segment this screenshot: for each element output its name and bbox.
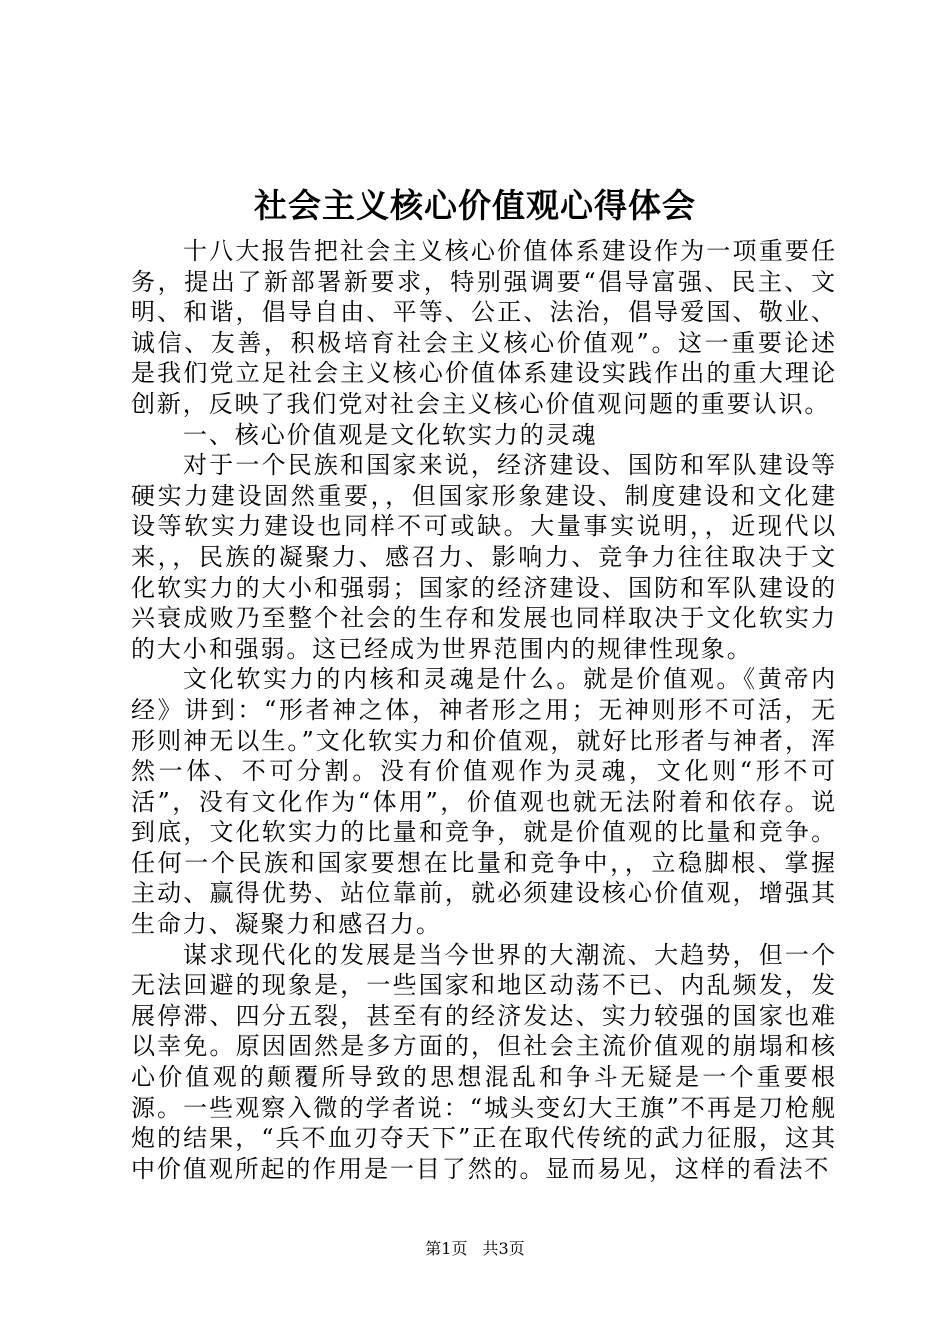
document-body bbox=[131, 236, 837, 1184]
paragraph-core-and-soul: 文化软实力的内核和灵魂是什么。就是价值观。《黄帝内经》讲到：“形者神之体，神者形之用；无神则形不可活，无形则神无以生。”文化软实力和价值观，就好比形者与神者，浑然一体、不可分割。没有价值观作为灵魂，文化则“形不可活”，没有文化作为“体用”，价值观也就无法附着和依存。说到底，文化软实力的比量和竞争，就是价值观的比量和竞争。任何一个民族和国家要想在比量和竞争中，，立稳脚根、掌握主动、赢得优势、站位靠前，就必须建设核心价值观，增强其生命力、凝聚力和感召力。 bbox=[131, 665, 837, 939]
paragraph-intro: 十八大报告把社会主义核心价值体系建设作为一项重要任务，提出了新部署新要求，特别强调要“倡导富强、民主、文明、和谐，倡导自由、平等、公正、法治，倡导爱国、敬业、诚信、友善，积极培育社会主义核心价值观”。这一重要论述是我们党立足社会主义核心价值体系建设实践作出的重大理论创新，反映了我们党对社会主义核心价值观问题的重要认识。 bbox=[131, 237, 837, 418]
page-total: 共3页 bbox=[482, 1239, 525, 1258]
page-number: 第1页 bbox=[425, 1239, 468, 1258]
document-title: 社会主义核心价值观心得体会 bbox=[254, 186, 696, 225]
paragraph-hard-soft-power: 对于一个民族和国家来说，经济建设、国防和军队建设等硬实力建设固然重要，，但国家形象建设、制度建设和文化建设等软实力建设也同样不可或缺。大量事实说明，，近现代以来，，民族的凝聚力、感召力、影响力、竞争力往往取决于文化软实力的大小和强弱；国家的经济建设、国防和军队建设的兴衰成败乃至整个社会的生存和发展也同样取决于文化软实力的大小和强弱。这已经成为世界范围内的规律性现象。 bbox=[131, 451, 837, 663]
paragraph-modernization: 谋求现代化的发展是当今世界的大潮流、大趋势，但一个无法回避的现象是，一些国家和地区动荡不已、内乱频发，发展停滞、四分五裂，甚至有的经济发达、实力较强的国家也难以幸免。原因固然是多方面的，但社会主流价值观的崩塌和核心价值观的颠覆所导致的思想混乱和争斗无疑是一个重要根源。一些观察入微的学者说：“城头变幻大王旗”不再是刀枪舰炮的结果，“兵不血刃夺天下”正在取代传统的武力征服，这其中价值观所起的作用是一目了然的。显而易见，这样的看法不 bbox=[131, 940, 837, 1183]
page-footer bbox=[0, 1238, 950, 1260]
section-heading: 一、核心价值观是文化软实力的灵魂 bbox=[183, 420, 598, 449]
